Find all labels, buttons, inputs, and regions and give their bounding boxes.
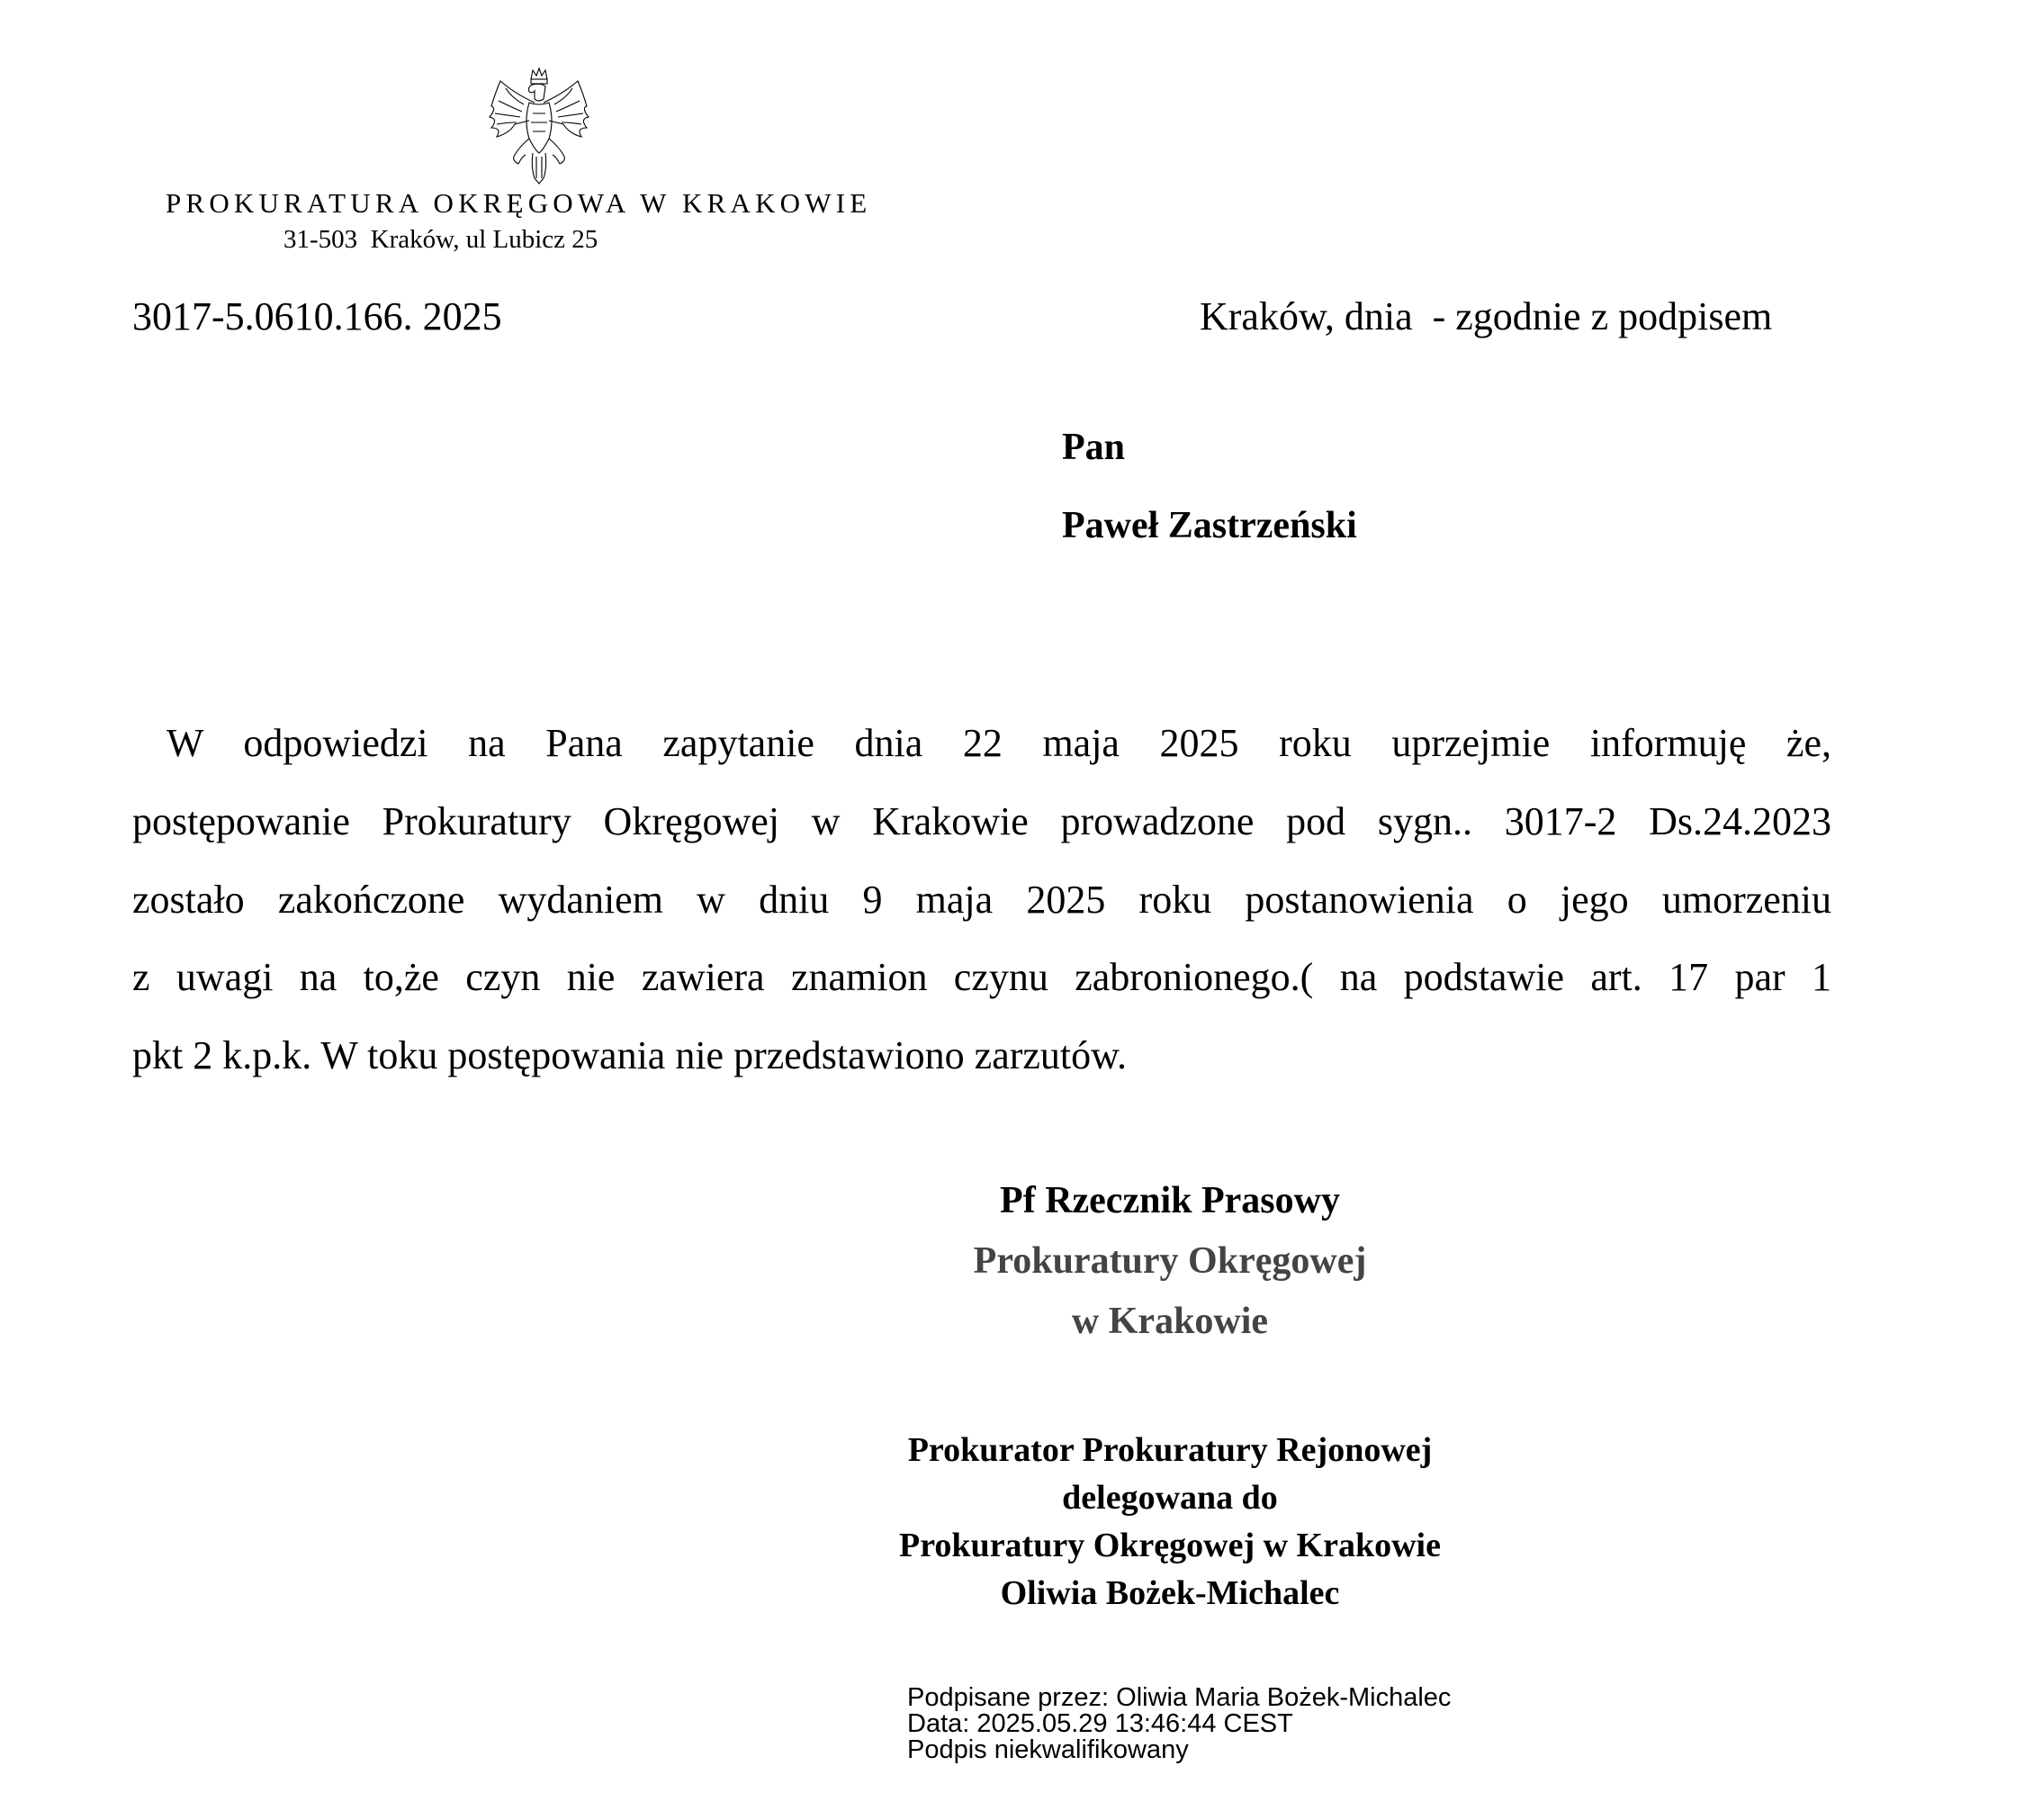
press-office-city: w Krakowie xyxy=(1071,1301,1269,1342)
signatory-name: Oliwia Bożek-Michalec xyxy=(1000,1574,1340,1612)
body-line: pkt 2 k.p.k. W toku postępowania nie przedstawiono zarzutów. xyxy=(132,1033,1128,1077)
signature-date: Data: 2025.05.29 13:46:44 CEST xyxy=(907,1709,1293,1738)
date-line: Kraków, dnia - zgodnie z podpisem xyxy=(1200,294,1773,338)
signature-type: Podpis niekwalifikowany xyxy=(907,1735,1189,1764)
reference-number: 3017-5.0610.166. 2025 xyxy=(132,294,502,338)
signed-by: Podpisane przez: Oliwia Maria Bożek-Michalec xyxy=(907,1683,1452,1712)
signatory-office: Prokuratury Okręgowej w Krakowie xyxy=(899,1527,1441,1564)
signatory-delegation: delegowana do xyxy=(1062,1479,1278,1517)
body-line: z uwagi na to,że czyn nie zawiera znamion czynu zabronionego.( na podstawie art. 17 par 1 xyxy=(132,955,1831,999)
recipient-salutation: Pan xyxy=(1062,427,1126,468)
body-line: postępowanie Prokuratury Okręgowej w Krakowie prowadzone pod sygn.. 3017-2 Ds.24.2023 xyxy=(132,799,1831,843)
eagle-emblem-icon xyxy=(479,67,599,187)
press-office-unit: Prokuratury Okręgowej xyxy=(973,1240,1367,1282)
office-address: 31-503 Kraków, ul Lubicz 25 xyxy=(283,225,598,254)
electronic-signature xyxy=(907,1685,1451,1763)
recipient-name: Paweł Zastrzeński xyxy=(1062,505,1357,546)
body-line: W odpowiedzi na Pana zapytanie dnia 22 maja 2025 roku uprzejmie informuję że, xyxy=(166,721,1831,765)
signatory-position: Prokurator Prokuratury Rejonowej xyxy=(907,1431,1433,1469)
press-office-title: Pf Rzecznik Prasowy xyxy=(1000,1180,1340,1221)
office-name: PROKURATURA OKRĘGOWA W KRAKOWIE xyxy=(166,187,872,219)
body-line: zostało zakończone wydaniem w dniu 9 maja 2025 roku postanowienia o jego umorzeniu xyxy=(132,878,1831,922)
